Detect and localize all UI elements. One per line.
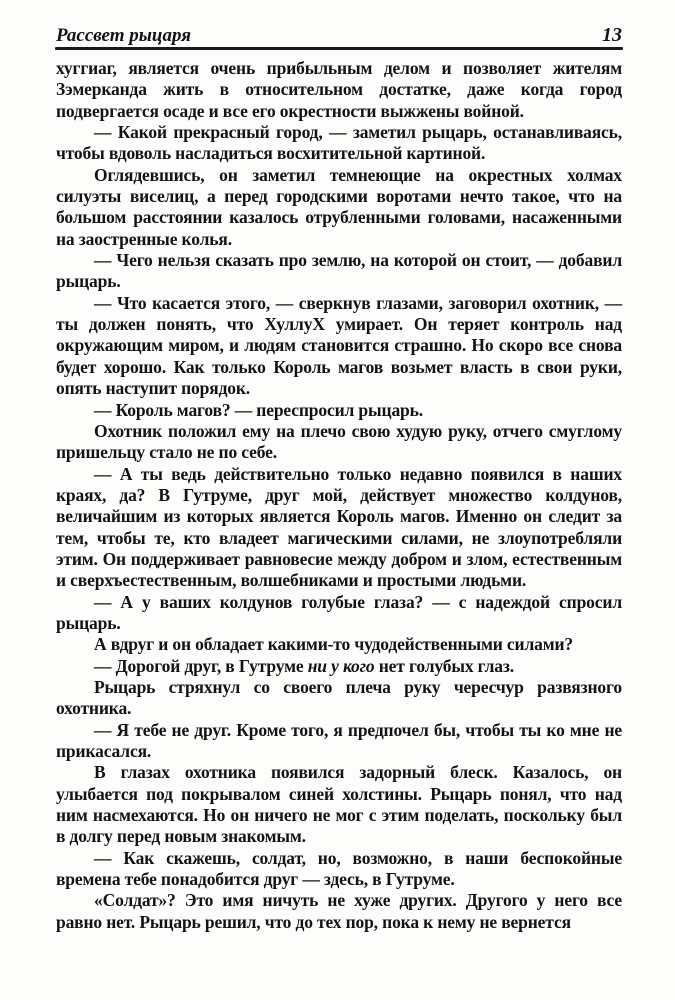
italic-text-run: ни у кого [307, 655, 375, 676]
text-run: — Чего нельзя сказать про землю, на которой он стоит, — добавил рыцарь. [56, 250, 622, 292]
paragraph [56, 58, 622, 122]
text-run: — Как скажешь, солдат, но, возможно, в наши беспокойные времена тебе понадобится друг — здесь, в Гутруме. [56, 847, 622, 890]
paragraph [56, 122, 622, 165]
running-title: Рассвет рыцаря [56, 25, 192, 46]
paragraph [56, 720, 622, 763]
text-run: Рыцарь стряхнул со своего плеча руку чересчур развязного охотника. [56, 676, 622, 719]
header-rule [55, 47, 623, 50]
text-run: — А ты ведь действительно только недавно появился в наших краях, да? В Гутруме, друг мой, действует множество колдунов, величайшим из которых является Король магов. Именно он следит за тем, чтобы те, кто владеет магическими силами, не злоупотребляли этим. Он поддерживает равновесие между добром и злом, естественным и сверхъестественным, волшебниками и простыми людьми. [56, 463, 622, 591]
page-body [56, 58, 622, 933]
page-number: 13 [602, 24, 622, 46]
text-run: «Солдат»? Это имя ничуть не хуже других. Другого у него все равно нет. Рыцарь решил, что до тех пор, пока к нему не вернется [56, 890, 622, 932]
paragraph [56, 421, 622, 464]
text-run: — Какой прекрасный город, — заметил рыцарь, останавливаясь, чтобы вдоволь насладиться восхитительной картиной. [56, 122, 622, 164]
text-run: В глазах охотника появился задорный блеск. Казалось, он улыбается под покрывалом синей холстины. Рыцарь понял, что над ним насмехаются. Но он ничего не мог с этим поделать, поскольку был в долгу перед новым знакомым. [56, 762, 622, 847]
text-run: — Что касается этого, — сверкнув глазами, заговорил охотник, — ты должен понять, что ХуллуХ умирает. Он теряет контроль над окружающим миром, и людям становится страшно. Но скоро все снова будет хорошо. Как только Король магов возьмет власть в свои руки, опять наступит порядок. [56, 292, 622, 399]
paragraph [56, 165, 622, 250]
paragraph [56, 400, 622, 421]
text-run: Охотник положил ему на плечо свою худую руку, отчего смуглому пришельцу стало не по себе. [56, 420, 622, 463]
text-run: — А у ваших колдунов голубые глаза? — с надеждой спросил рыцарь. [56, 591, 622, 633]
text-run: — Я тебе не друг. Кроме того, я предпочел бы, чтобы ты ко мне не прикасался. [56, 719, 622, 761]
paragraph [56, 656, 622, 677]
page-header [56, 24, 622, 47]
paragraph [56, 677, 622, 720]
text-run: Оглядевшись, он заметил темнеющие на окрестных холмах силуэты виселиц, а перед городскими воротами нечто такое, что на большом расстоянии казалось отрубленными головами, насаженными на заостренные колья. [56, 164, 622, 249]
text-run: хуггиаг, является очень прибыльным делом и позволяет жителям Зэмерканда жить в относительном достатке, даже когда город подвергается осаде и все его окрестности выжжены войной. [56, 58, 622, 121]
paragraph [56, 464, 622, 592]
paragraph [56, 762, 622, 847]
paragraph [56, 293, 622, 400]
paragraph [56, 634, 622, 655]
text-run: А вдруг и он обладает какими-то чудодейственными силами? [94, 634, 574, 655]
text-run: — Король магов? — переспросил рыцарь. [94, 399, 423, 420]
paragraph [56, 250, 622, 293]
paragraph [56, 848, 622, 891]
text-run: нет голубых глаз. [374, 655, 514, 676]
paragraph [56, 592, 622, 635]
paragraph [56, 890, 622, 933]
text-run: — Дорогой друг, в Гутруме [94, 655, 308, 676]
